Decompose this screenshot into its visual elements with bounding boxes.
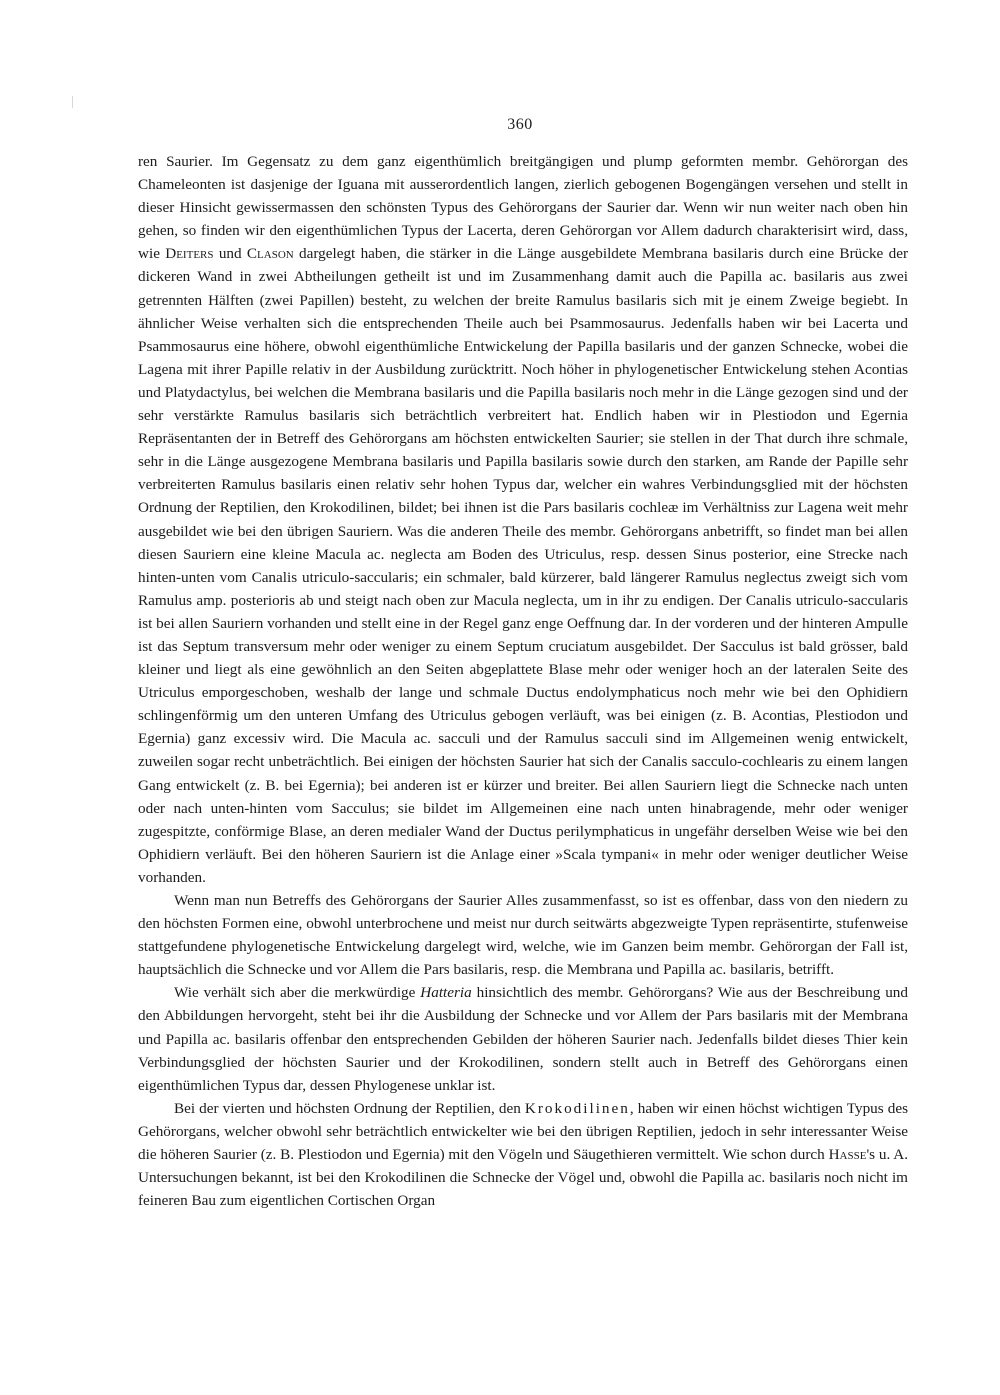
text-run: Wie verhält sich aber die merkwürdige [174, 984, 421, 1002]
page-number: 360 [507, 116, 533, 133]
emphasized-term: Krokodilinen [524, 1099, 630, 1117]
paragraph [138, 150, 908, 889]
text-run: und [213, 245, 247, 263]
paragraph [138, 981, 908, 1096]
body-text [138, 150, 908, 1212]
paragraph [138, 1097, 908, 1212]
text-run: 's u. A. Untersuchungen bekannt, ist bei den Krokodilinen die Schnecke der Vögel und, obwohl die Papilla ac. basilaris noch nicht im feineren Bau zum eigentlichen Cortischen Organ [138, 1146, 908, 1210]
author-name: Deiters [165, 245, 214, 263]
text-run: Wenn man nun Betreffs des Gehörorgans der Saurier Alles zusammenfasst, so ist es offenbar, dass von den niedern zu den höchsten Formen eine, obwohl unterbrochene und meist nur durch seitwärts abgezweigte Typen repräsentirte, stufenweise stattgefundene phylogenetische Entwickelung dargelegt wird, welche, wie im Ganzen beim membr. Gehörorgan der Fall ist, hauptsächlich die Schnecke und vor Allem die Pars basilaris, resp. die Membrana und Papilla ac. basilaris, betrifft. [138, 892, 908, 979]
author-name: Hasse [828, 1146, 867, 1164]
author-name: Clason [246, 245, 294, 263]
text-run: Bei der vierten und höchsten Ordnung der Reptilien, den [174, 1099, 525, 1117]
genus-name: Hatteria [420, 984, 472, 1002]
text-run: dargelegt haben, die stärker in die Länge ausgebildete Membrana basilaris durch eine Brücke der dickeren Wand in zwei Abtheilungen getheilt ist und im Zusammenhang damit auch die Papilla ac. basilaris aus zwei getrennten Hälften (zwei Papillen) besteht, zu welchen der breite Ramulus basilaris sich mit je einem Zweige begiebt. In ähnlicher Weise verhalten sich die entsprechenden Theile auch bei Psammosaurus. Jedenfalls haben wir bei Lacerta und Psammosaurus eine höhere, obwohl eigenthümliche Entwickelung der Papilla basilaris und der ganzen Schnecke, wobei die Lagena mit ihrer Papille relativ in der Ausbildung zurücktritt. Noch höher in phylogenetischer Entwickelung stehen Acontias und Platydactylus, bei welchen die Membrana basilaris und die Papilla basilaris noch mehr in die Länge gezogen sind und der sehr verstärkte Ramulus basilaris sich beträchtlich verbreitert hat. Endlich haben wir in Plestiodon und Egernia Repräsentanten der in Betreff des Gehörorgans am höchsten entwickelten Saurier; sie stellen in der That durch ihre schmale, sehr in die Länge ausgezogene Membrana basilaris und Papilla basilaris sowie durch den starken, am Rande der Papille sehr verbreiterten Ramulus basilaris einen relativ sehr hohen Typus dar, welcher ein wahres Verbindungsglied mit der höchsten Ordnung der Reptilien, den Krokodilinen, bildet; bei ihnen ist die Pars basilaris cochleæ im Verhältniss zur Lagena weit mehr ausgebildet wie bei den übrigen Sauriern. Was die anderen Theile des membr. Gehörorgans anbetrifft, so findet man bei allen diesen Sauriern eine kleine Macula ac. neglecta am Boden des Utriculus, resp. dessen Sinus posterior, eine Strecke nach hinten-unten vom Canalis utriculo-saccularis; ein schmaler, bald kürzerer, bald längerer Ramulus neglectus zweigt sich vom Ramulus amp. posterioris ab und steigt nach oben zur Macula neglecta, um in ihr zu endigen. Der Canalis utriculo-saccularis ist bei allen Sauriern vorhanden und stellt eine in der Regel ganz enge Oeffnung dar. In der vorderen und der hinteren Ampulle ist das Septum transversum mehr oder weniger zu einem Septum cruciatum ausgebildet. Der Sacculus ist bald grösser, bald kleiner und liegt als eine gewöhnlich an den Seiten abgeplattete Blase mehr oder weniger hoch an der lateralen Seite des Utriculus emporgeschoben, weshalb der lange und schmale Ductus endolymphaticus noch mehr wie bei den Ophidiern schlingenförmig um den unteren Umfang des Utriculus gebogen verläuft, was bei einigen (z. B. Acontias, Plestiodon und Egernia) ganz excessiv wird. Die Macula ac. sacculi und der Ramulus sacculi sind im Allgemeinen wenig entwickelt, zuweilen sogar recht unbeträchtlich. Bei einigen der höchsten Saurier hat sich der Canalis sacculo-cochlearis zu einem langen Gang entwickelt (z. B. bei Egernia); bei anderen ist er kürzer und breiter. Bei allen Sauriern liegt die Schnecke nach unten oder nach unten-hinten vom Sacculus; sie bildet im Allgemeinen eine nach unten hinabragende, mehr oder weniger zugespitzte, conförmige Blase, an deren medialer Wand der Ductus perilymphaticus in ungefähr derselben Weise wie bei den Ophidiern verläuft. Bei den höheren Sauriern ist die Anlage einer »Scala tympani« in mehr oder weniger deutlicher Weise vorhanden. [138, 245, 908, 886]
text-run: , haben wir einen höchst wichtigen Typus des Gehörorgans, welcher obwohl sehr beträchtlich entwickelter wie bei den übrigen Reptilien, jedoch in sehr interessanter Weise die höheren Saurier (z. B. Plestiodon und Egernia) mit den Vögeln und Säugethieren vermittelt. Wie schon durch [138, 1099, 908, 1164]
text-run: ren Saurier. Im Gegensatz zu dem ganz eigenthümlich breitgängigen und plump geformten membr. Gehörorgan des Chameleonten ist dasjenige der Iguana mit ausserordentlich langen, zierlich gebogenen Bogengängen versehen und stellt in dieser Hinsicht gewissermassen den schönsten Typus des Gehörorgans der Saurier dar. Wenn wir nun weiter nach oben hin gehen, so finden wir den eigenthümlichen Typus der Lacerta, deren Gehörorgan vor Allem dadurch charakterisirt wird, dass, wie [138, 153, 908, 263]
paragraph [138, 889, 908, 981]
scan-artifact-mark [72, 96, 73, 108]
text-run: hinsichtlich des membr. Gehörorgans? Wie aus der Beschreibung und den Abbildungen hervorgeht, steht bei ihr die Ausbildung der Schnecke und vor Allem der Pars basilaris mit der Membrana und Papilla ac. basilaris offenbar den entsprechenden Gebilden der höheren Saurier nach. Jedenfalls bildet dieses Thier kein Verbindungsglied der höchsten Saurier und der Krokodilinen, sondern stellt auch in Betreff des Gehörorgans einen eigenthümlichen Typus dar, dessen Phylogenese unklar ist. [138, 984, 908, 1094]
